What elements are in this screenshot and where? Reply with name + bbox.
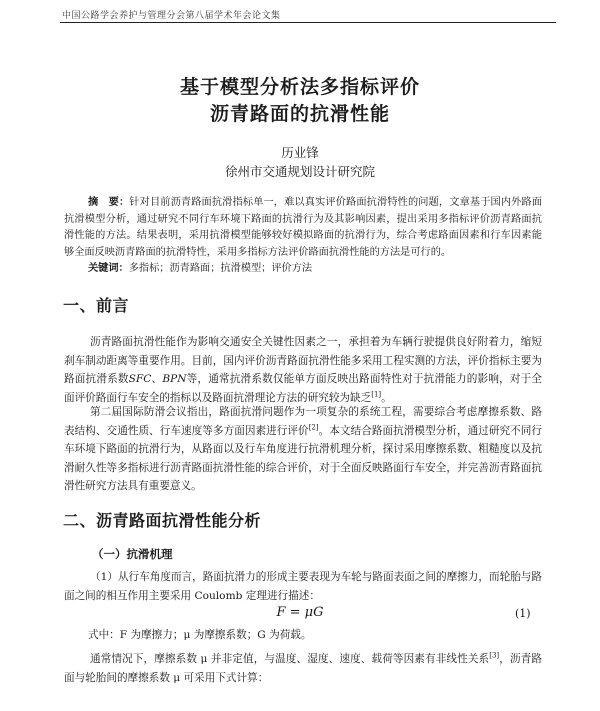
keywords-label: 关键词： [88,263,129,274]
body-paragraph [64,650,542,687]
term-bpn: BPN [162,373,187,385]
paper-title-line1: 基于模型分析法多指标评价 [179,76,420,98]
equation: F = μG [276,605,324,620]
paragraph-text: 。 [381,391,392,404]
paragraph-text: ，沥青路面与轮胎间的摩擦系数 μ 可采用下式计算： [64,653,542,684]
term-sfc: SFC [128,373,152,385]
author-name: 历业锋 [281,145,319,160]
abstract [64,195,542,261]
header-rule [60,22,556,23]
author-affiliation: 徐州市交通规划设计研究院 [224,164,375,179]
section-heading-introduction: 一、前言 [63,296,130,315]
paragraph-text: 第二届国际防滑会议指出，路面抗滑问题作为一项复杂的系统工程，需要综合考虑摩擦系数、路表结构、交通性质、行车速度等多方面因素进行评价 [64,406,542,437]
section-heading-analysis: 二、沥青路面抗滑性能分析 [63,511,262,530]
abstract-label: 摘 要： [88,197,130,208]
keywords-text: 多指标；沥青路面；抗滑模型；评价方法 [128,263,313,274]
subsection-heading: （一）抗滑机理 [92,547,173,561]
separator: 、 [151,373,163,385]
keywords [88,259,312,274]
running-header: 中国公路学会养护与管理分会第八届学术年会论文集 [62,11,281,21]
equation-number: (1) [515,607,531,620]
citation-ref: [3] [489,651,500,660]
body-paragraph: （1）从行车角度而言，路面抗滑力的形成主要表现为车轮与路面表面之间的摩擦力，而轮胎与路面之间的相互作用主要采用 Coulomb 定理进行描述： [64,571,542,602]
paragraph-text: 。本文结合路面抗滑模型分析，通过研究不同行车环境下路面的抗滑行为，从路面以及行车角度进行抗滑机理分析，探讨采用摩擦系数、粗糙度以及抗滑耐久性等多指标进行沥青路面抗滑性能的综合评价，对于全面反映路面行车安全，并完善沥青路面抗滑性研究方法具有重要意义。 [64,424,543,492]
paragraph-text: 沥青路面抗滑性能作为影响交通安全关键性因素之一，承担着为车辆行驶提供良好附着力，缩短刹车制动距离等重要作用。目前，国内评价沥青路面抗滑性能多采用工程实测的方法，评价指标主要为路面抗滑系数 [64,336,542,385]
citation-ref: [1] [371,389,382,398]
equation-legend: 式中：F 为摩擦力；μ 为摩擦系数；G 为荷载。 [88,629,312,641]
body-paragraph [64,403,542,496]
citation-ref: [2] [308,422,319,431]
paper-title-line2: 沥青路面的抗滑性能 [209,103,390,125]
paragraph-text: 通常情况下，摩擦系数 μ 并非定值，与温度、湿度、速度、载荷等因素有非线性关系 [90,653,490,665]
abstract-text: 针对目前沥青路面抗滑指标单一，难以真实评价路面抗滑特性的问题，文章基于国内外路面抗滑模型分析，通过研究不同行车环境下路面的抗滑行为及其影响因素，提出采用多指标评价沥青路面抗滑性能的方法。结果表明，采用抗滑模型能够较好模拟路面的抗滑行为，综合考虑路面因素和行车因素能够全面反映沥青路面的抗滑特性，采用多指标方法评价路面抗滑性能的方法是可行的。 [64,197,543,258]
paragraph-text: 等，通常抗滑系数仅能单方面反映出路面特性对于抗滑能力的影响，对于全面评价路面行车安全的指标以及路面抗滑理论方法的研究较为缺乏 [64,373,543,404]
body-paragraph [64,333,542,407]
